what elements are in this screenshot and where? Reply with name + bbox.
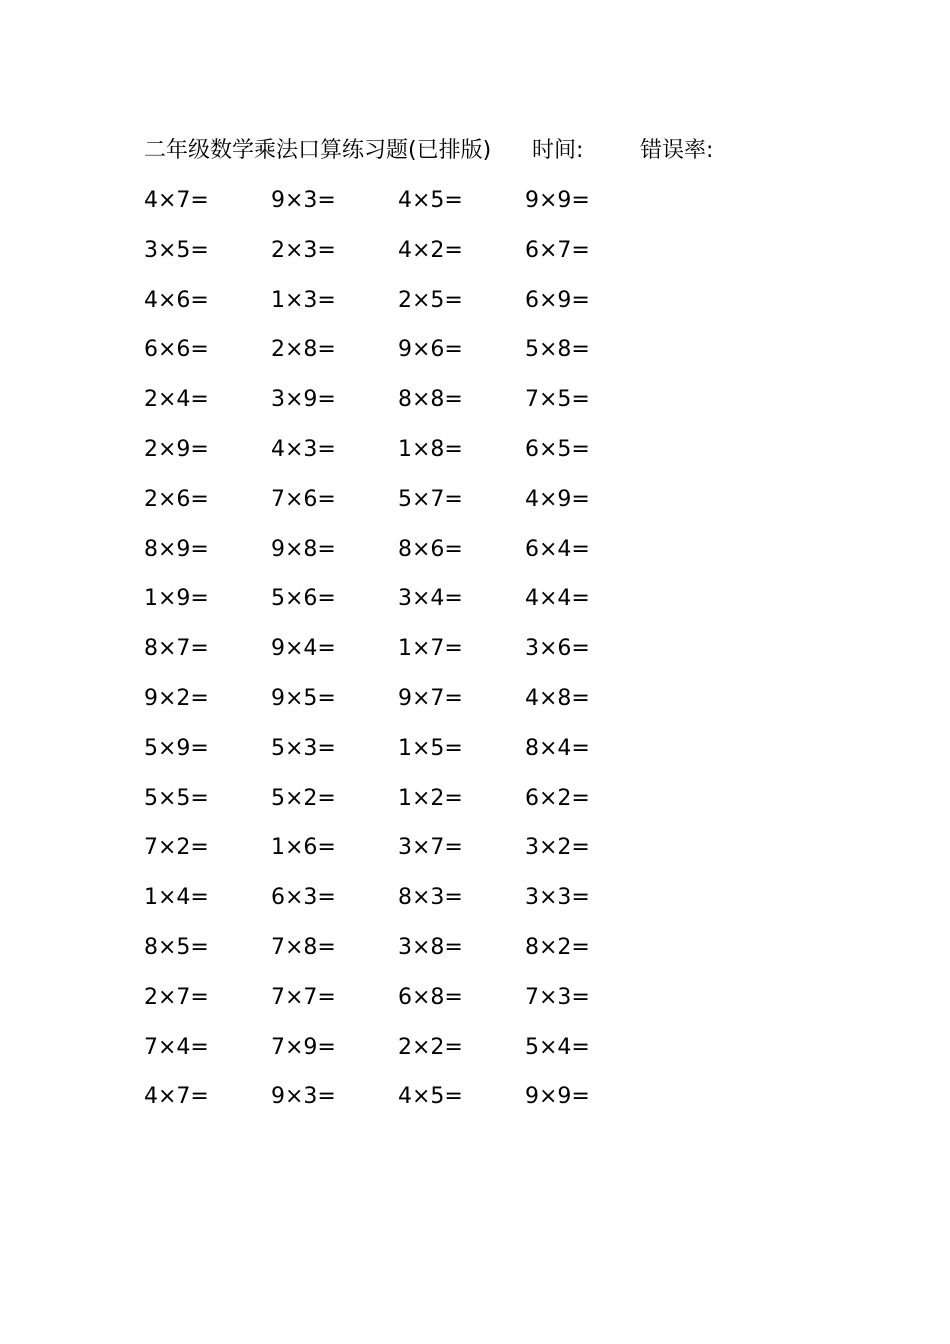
problem-item: 2×2= (398, 1034, 463, 1060)
problem-item: 5×5= (144, 785, 209, 811)
problem-item: 6×2= (525, 785, 590, 811)
problem-row (144, 923, 704, 973)
problem-item: 3×5= (144, 237, 209, 263)
problem-item: 6×5= (525, 436, 590, 462)
problem-row (144, 574, 704, 624)
problem-item: 9×9= (525, 188, 590, 213)
problem-item: 3×6= (525, 636, 590, 662)
problem-row (144, 823, 704, 873)
problem-item: 8×6= (398, 536, 463, 562)
problem-item: 6×7= (525, 237, 590, 263)
problem-item: 9×5= (271, 685, 336, 711)
worksheet-title: 二年级数学乘法口算练习题(已排版) (144, 138, 492, 163)
problem-item: 8×4= (525, 735, 590, 761)
problem-item: 4×7= (144, 188, 209, 213)
problem-item: 7×3= (525, 984, 590, 1010)
problem-item: 4×6= (144, 287, 209, 313)
problem-item: 5×7= (398, 486, 463, 512)
problem-row (144, 624, 704, 674)
problem-row (144, 475, 704, 525)
problem-item: 9×8= (271, 536, 336, 562)
problem-item: 7×2= (144, 835, 209, 861)
problem-row (144, 873, 704, 923)
problem-item: 9×2= (144, 685, 209, 711)
problem-item: 7×5= (525, 387, 590, 413)
problem-item: 2×3= (271, 237, 336, 263)
problem-row (144, 674, 704, 724)
problem-row (144, 176, 704, 226)
problem-item: 7×6= (271, 486, 336, 512)
problem-item: 4×2= (398, 237, 463, 263)
problem-item: 9×7= (398, 685, 463, 711)
problem-item: 9×6= (398, 337, 463, 363)
problem-item: 3×8= (398, 934, 463, 960)
problem-item: 6×6= (144, 337, 209, 363)
problem-item: 8×2= (525, 934, 590, 960)
problem-item: 2×7= (144, 984, 209, 1010)
problem-row (144, 1023, 704, 1073)
problem-item: 3×4= (398, 586, 463, 612)
problem-item: 4×5= (398, 188, 463, 213)
problem-item: 7×9= (271, 1034, 336, 1060)
problem-item: 5×6= (271, 586, 336, 612)
problem-item: 9×4= (271, 636, 336, 662)
problem-row (144, 325, 704, 375)
problem-item: 8×3= (398, 885, 463, 911)
error-rate-label: 错误率: (640, 138, 714, 163)
problem-item: 4×7= (144, 1084, 209, 1110)
problem-item: 4×3= (271, 436, 336, 462)
problem-item: 2×6= (144, 486, 209, 512)
problem-row (144, 276, 704, 326)
problem-row (144, 425, 704, 475)
problem-item: 1×6= (271, 835, 336, 861)
problem-item: 4×4= (525, 586, 590, 612)
problem-item: 1×7= (398, 636, 463, 662)
problem-item: 2×8= (271, 337, 336, 363)
problem-item: 8×7= (144, 636, 209, 662)
problem-item: 3×9= (271, 387, 336, 413)
problem-item: 9×3= (271, 1084, 336, 1110)
problem-item: 2×9= (144, 436, 209, 462)
problem-item: 8×8= (398, 387, 463, 413)
problem-item: 1×3= (271, 287, 336, 313)
problem-item: 1×2= (398, 785, 463, 811)
problem-row (144, 973, 704, 1023)
problem-item: 9×9= (525, 1084, 590, 1110)
problem-item: 7×7= (271, 984, 336, 1010)
problem-item: 5×3= (271, 735, 336, 761)
problem-item: 5×4= (525, 1034, 590, 1060)
problem-item: 2×5= (398, 287, 463, 313)
problem-grid (144, 176, 704, 1122)
problem-item: 4×5= (398, 1084, 463, 1110)
problem-item: 6×3= (271, 885, 336, 911)
problem-item: 6×9= (525, 287, 590, 313)
problem-item: 8×9= (144, 536, 209, 562)
problem-item: 1×5= (398, 735, 463, 761)
problem-item: 5×2= (271, 785, 336, 811)
problem-row (144, 375, 704, 425)
worksheet-header (144, 134, 844, 168)
problem-item: 4×9= (525, 486, 590, 512)
problem-item: 4×8= (525, 685, 590, 711)
problem-item: 1×8= (398, 436, 463, 462)
problem-item: 7×8= (271, 934, 336, 960)
problem-item: 1×4= (144, 885, 209, 911)
problem-item: 3×7= (398, 835, 463, 861)
problem-item: 2×4= (144, 387, 209, 413)
problem-row (144, 525, 704, 575)
problem-item: 8×5= (144, 934, 209, 960)
problem-item: 7×4= (144, 1034, 209, 1060)
problem-item: 5×9= (144, 735, 209, 761)
problem-row (144, 724, 704, 774)
problem-row (144, 1072, 704, 1122)
problem-item: 6×4= (525, 536, 590, 562)
problem-item: 5×8= (525, 337, 590, 363)
problem-item: 1×9= (144, 586, 209, 612)
problem-row (144, 226, 704, 276)
time-label: 时间: (532, 138, 584, 163)
problem-item: 6×8= (398, 984, 463, 1010)
problem-item: 9×3= (271, 188, 336, 213)
problem-row (144, 774, 704, 824)
problem-item: 3×2= (525, 835, 590, 861)
problem-item: 3×3= (525, 885, 590, 911)
